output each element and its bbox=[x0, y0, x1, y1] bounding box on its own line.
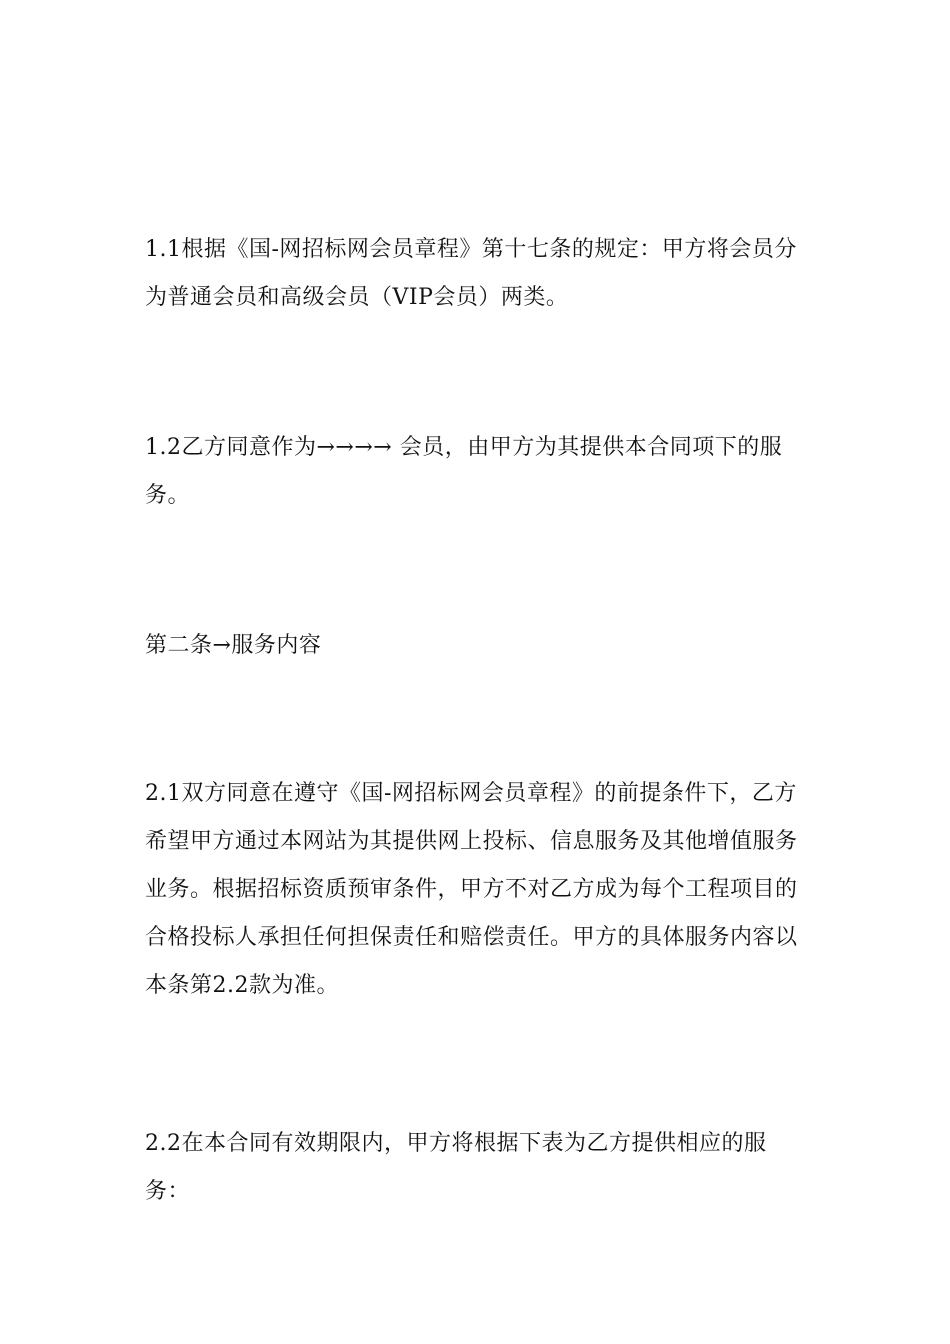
clause-2-1: 2.1双方同意在遵守《国-网招标网会员章程》的前提条件下，乙方希望甲方通过本网站为其提供网上投标、信息服务及其他增值服务业务。根据招标资质预审条件，甲方不对乙方成为每个工程项目的合格投标人承担任何担保责任和赔偿责任。甲方的具体服务内容以本条第2.2款为准。 bbox=[145, 781, 798, 998]
clause-1-1: 1.1根据《国-网招标网会员章程》第十七条的规定：甲方将会员分为普通会员和高级会员（VIP会员）两类。 bbox=[145, 237, 797, 310]
article-2-heading: 第二条→服务内容 bbox=[145, 633, 322, 658]
clause-2-2: 2.2在本合同有效期限内，甲方将根据下表为乙方提供相应的服务： bbox=[145, 1131, 767, 1204]
clause-1-2: 1.2乙方同意作为→→→→ 会员，由甲方为其提供本合同项下的服务。 bbox=[145, 435, 783, 508]
